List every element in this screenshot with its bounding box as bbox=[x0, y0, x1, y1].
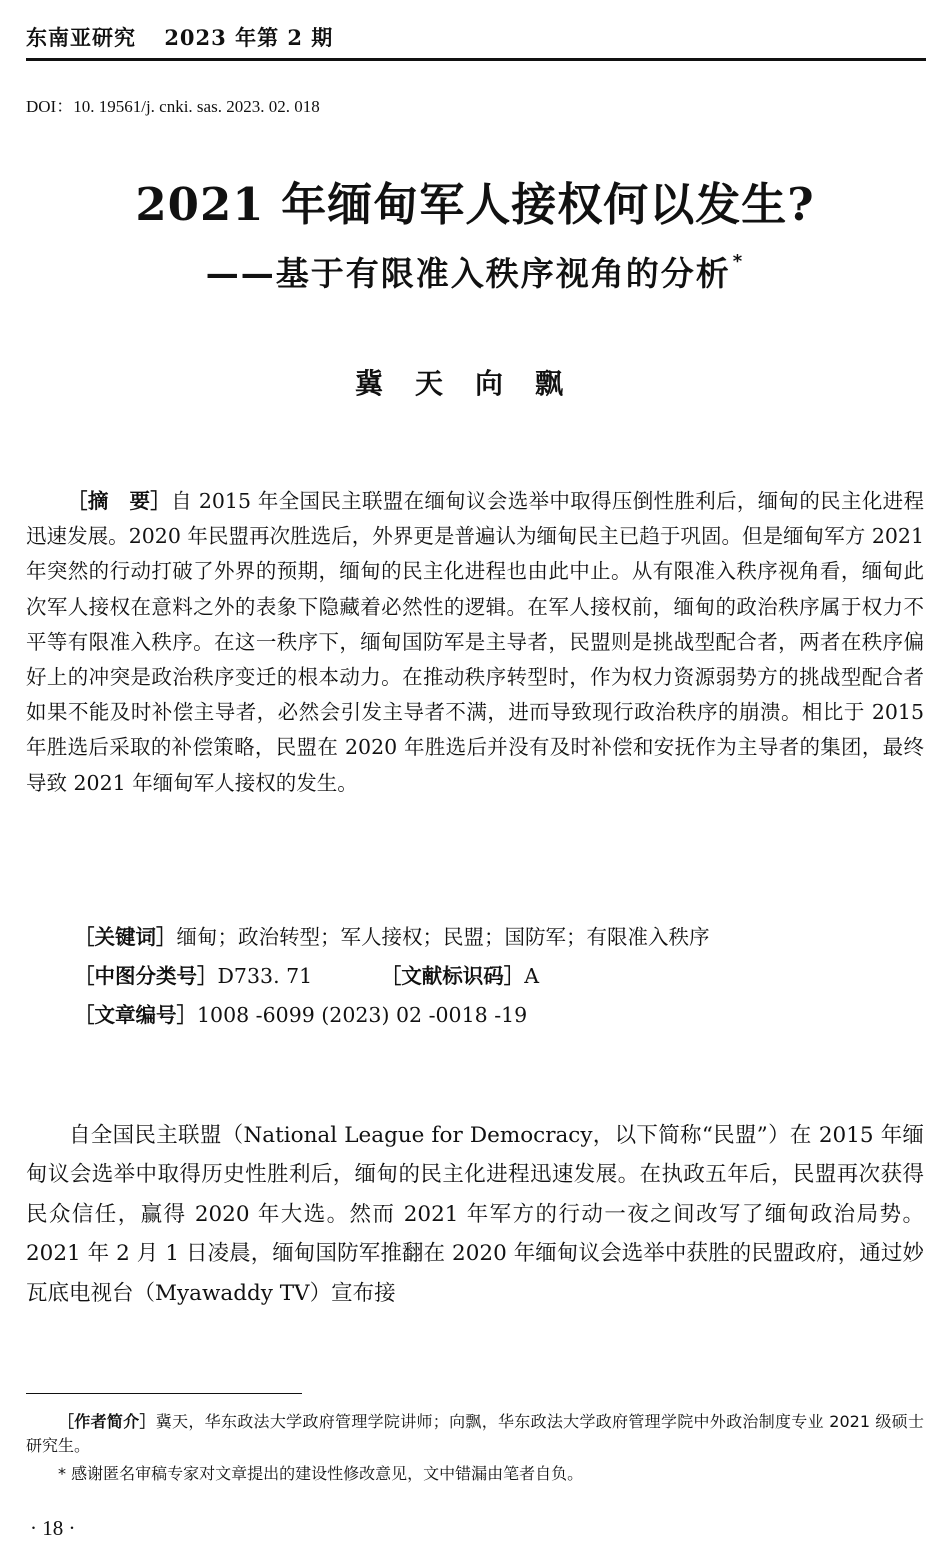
paper-title: 2021 年缅甸军人接权何以发生? bbox=[135, 178, 815, 231]
article-number-value: 1008 -6099 (2023) 02 -0018 -19 bbox=[197, 1003, 528, 1027]
running-header bbox=[26, 22, 333, 52]
doi-line: DOI：10. 19561/j. cnki. sas. 2023. 02. 018 bbox=[26, 97, 320, 116]
keywords-text: 缅甸；政治转型；军人接权；民盟；国防军；有限准入秩序 bbox=[176, 925, 710, 949]
keywords-line bbox=[74, 920, 710, 950]
classification-label: ［中图分类号］ bbox=[74, 964, 218, 988]
author-footnote-text: 冀天，华东政法大学政府管理学院讲师；向飘，华东政法大学政府管理学院中外政治制度专业 2021 级硕士研究生。 bbox=[26, 1412, 924, 1455]
author-footnote-label: ［作者简介］ bbox=[58, 1412, 156, 1431]
classification-line bbox=[74, 959, 539, 989]
document-code-value: A bbox=[524, 964, 540, 988]
abstract-text: 自 2015 年全国民主联盟在缅甸议会选举中取得压倒性胜利后，缅甸的民主化进程迅速发展。2020 年民盟再次胜选后，外界更是普遍认为缅甸民主已趋于巩固。但是缅甸军方 2021 年突然的行动打破了外界的预期，缅甸的民主化进程也由此中止。从有限准入秩序视角看，缅甸此次军人接权在意料之外的表象下隐藏着必然性的逻辑。在军人接权前，缅甸的政治秩序属于权力不平等有限准入秩序。在这一秩序下，缅甸国防军是主导者，民盟则是挑战型配合者，两者在秩序偏好上的冲突是政治秩序变迁的根本动力。在推动秩序转型时，作为权力资源弱势方的挑战型配合者如果不能及时补偿主导者，必然会引发主导者不满，进而导致现行政治秩序的崩溃。相比于 2015 年胜选后采取的补偿策略，民盟在 2020 年胜选后并没有及时补偿和安抚作为主导者的集团，最终导致 2021 年缅甸军人接权的发生。 bbox=[26, 489, 924, 795]
body-paragraph: 自全国民主联盟（National League for Democracy，以下简称“民盟”）在 2015 年缅甸议会选举中取得历史性胜利后，缅甸的民主化进程迅速发展。在执政五年后，民盟再次获得民众信任，赢得 2020 年大选。然而 2021 年军方的行动一夜之间改写了缅甸政治局势。2021 年 2 月 1 日凌晨，缅甸国防军推翻在 2020 年缅甸议会选举中获胜的民盟政府，通过妙瓦底电视台（Myawaddy TV）宣布接 bbox=[26, 1123, 924, 1306]
page-number: · 18 · bbox=[30, 1516, 76, 1540]
keywords-label: ［关键词］ bbox=[74, 925, 177, 949]
document-code bbox=[381, 964, 539, 988]
journal-name: 东南亚研究 bbox=[26, 25, 136, 50]
classification-value: D733. 71 bbox=[217, 964, 313, 988]
acknowledgement-footnote: * 感谢匿名审稿专家对文章提出的建设性修改意见，文中错漏由笔者自负。 bbox=[58, 1464, 584, 1483]
abstract bbox=[26, 484, 924, 801]
author-names: 冀天向飘 bbox=[354, 367, 595, 400]
journal-issue: 2023 年第 2 期 bbox=[164, 25, 334, 50]
footnote-rule bbox=[26, 1393, 302, 1394]
article-number-line bbox=[74, 998, 527, 1028]
article-number-label: ［文章编号］ bbox=[74, 1003, 197, 1027]
abstract-label: ［摘 要］ bbox=[67, 489, 172, 513]
footnote-mark: * bbox=[732, 251, 745, 272]
header-rule bbox=[26, 58, 926, 61]
author-footnote bbox=[26, 1410, 924, 1458]
document-code-label: ［文献标识码］ bbox=[380, 964, 525, 988]
subtitle-text: ——基于有限准入秩序视角的分析 bbox=[205, 254, 731, 293]
paper-subtitle bbox=[0, 248, 950, 295]
